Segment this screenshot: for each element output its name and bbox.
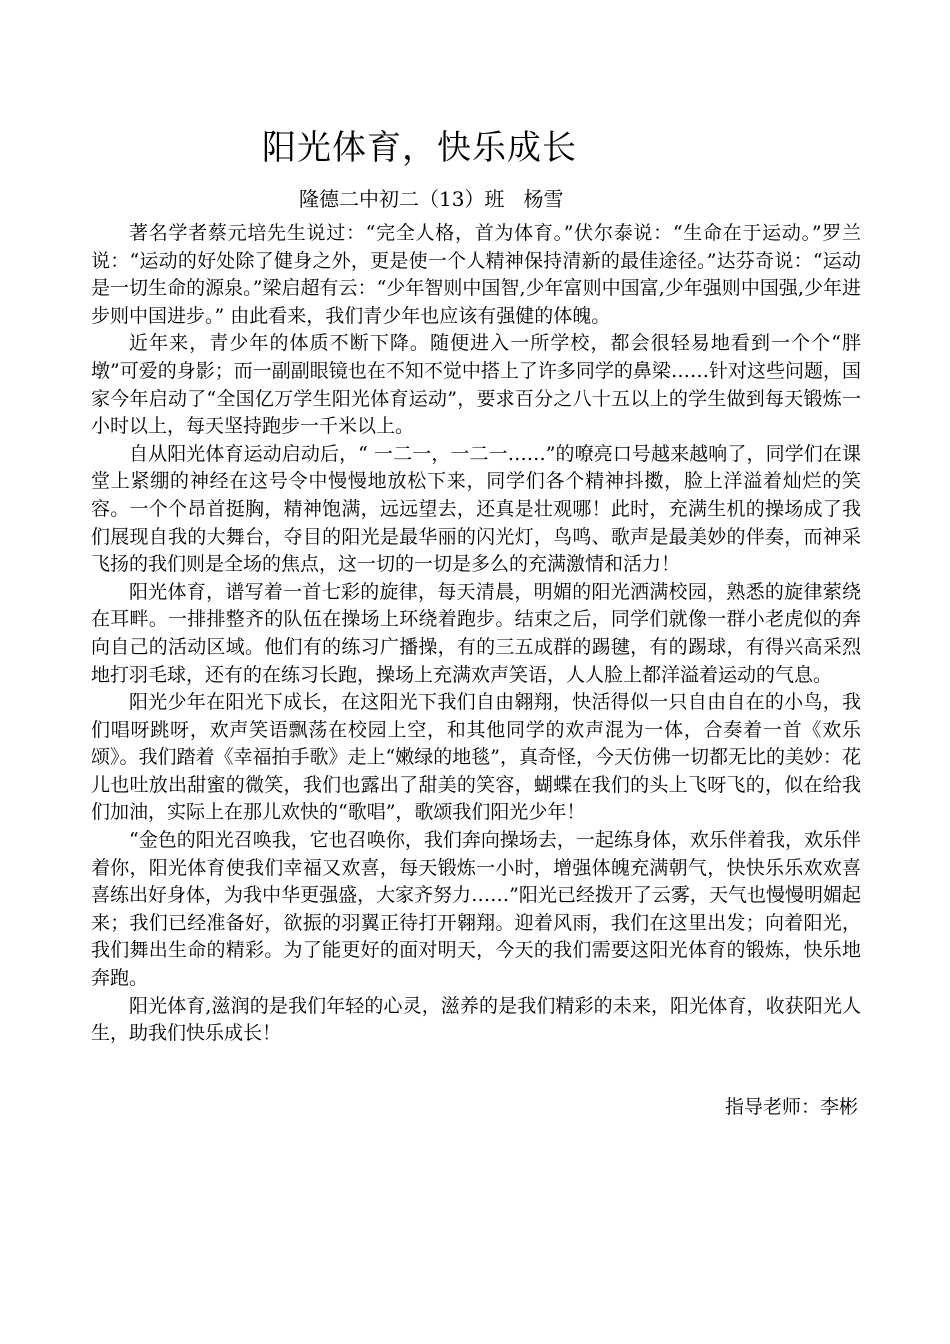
teacher-credit: 指导老师：李彬 [724, 1096, 858, 1118]
essay-title: 阳光体育，快乐成长 [262, 128, 577, 168]
essay-body [91, 220, 861, 1048]
paragraph-5: 阳光少年在阳光下成长，在这阳光下我们自由翱翔，快活得似一只自由自在的小鸟，我们唱呀跳呀，欢声笑语飘荡在校园上空，和其他同学的欢声混为一体，合奏着一首《欢乐颂》。我们踏着《幸福拍手歌》走上“嫩绿的地毯”，真奇怪，今天仿佛一切都无比的美妙：花儿也吐放出甜蜜的微笑，我们也露出了甜美的笑容，蝴蝶在我们的头上飞呀飞的，似在给我们加油，实际上在那儿欢快的“歌唱”，歌颂我们阳光少年！ [91, 691, 861, 824]
paragraph-3: 自从阳光体育运动启动后，“ 一二一，一二一……”的嘹亮口号越来越响了，同学们在课堂上紧绷的神经在这号令中慢慢地放松下来，同学们各个精神抖擞，脸上洋溢着灿烂的笑容。一个个昂首挺胸，精神饱满，远远望去，还真是壮观哪！此时，充满生机的操场成了我们展现自我的大舞台，夺目的阳光是最华丽的闪光灯，鸟鸣、歌声是最美妙的伴奏，而神采飞扬的我们则是全场的焦点，这一切的一切是多么的充满激情和活力！ [91, 442, 861, 576]
paragraph-1: 著名学者蔡元培先生说过：“完全人格，首为体育。”伏尔泰说：“生命在于运动。”罗兰说：“运动的好处除了健身之外，更是使一个人精神保持清新的最佳途径。”达芬奇说：“运动是一切生命的源泉。”梁启超有云：“少年智则中国智,少年富则中国富,少年强则中国强,少年进步则中国进步。” 由此看来，我们青少年也应该有强健的体魄。 [91, 222, 861, 327]
paragraph-7: 阳光体育,滋润的是我们年轻的心灵，滋养的是我们精彩的未来，阳光体育，收获阳光人生，助我们快乐成长！ [91, 994, 861, 1045]
paragraph-6: “金色的阳光召唤我，它也召唤你，我们奔向操场去，一起练身体，欢乐伴着我，欢乐伴着你，阳光体育使我们幸福又欢喜，每天锻炼一小时，增强体魄充满朝气，快快乐乐欢欢喜喜练出好身体，为我中华更强盛，大家齐努力……”阳光已经拨开了云雾，天气也慢慢明媚起来；我们已经准备好，欲振的羽翼正待打开翱翔。迎着风雨，我们在这里出发；向着阳光，我们舞出生命的精彩。为了能更好的面对明天，今天的我们需要这阳光体育的锻炼，快乐地奔跑。 [91, 829, 861, 990]
paragraph-4: 阳光体育，谱写着一首七彩的旋律，每天清晨，明媚的阳光洒满校园，熟悉的旋律萦绕在耳畔。一排排整齐的队伍在操场上环绕着跑步。结束之后，同学们就像一群小老虎似的奔向自己的活动区域。他们有的练习广播操，有的三五成群的踢毽，有的踢球，有得兴高采烈地打羽毛球，还有的在练习长跑，操场上充满欢声笑语，人人脸上都洋溢着运动的气息。 [91, 580, 861, 686]
author-byline: 隆德二中初二（13）班 杨雪 [299, 187, 564, 211]
paragraph-2: 近年来，青少年的体质不断下降。随便进入一所学校，都会很轻易地看到一个个“胖墩”可爱的身影；而一副副眼镜也在不知不觉中搭上了许多同学的鼻梁……针对这些问题，国家今年启动了“全国亿万学生阳光体育运动”，要求百分之八十五以上的学生做到每天锻炼一小时以上，每天坚持跑步一千米以上。 [91, 332, 861, 438]
